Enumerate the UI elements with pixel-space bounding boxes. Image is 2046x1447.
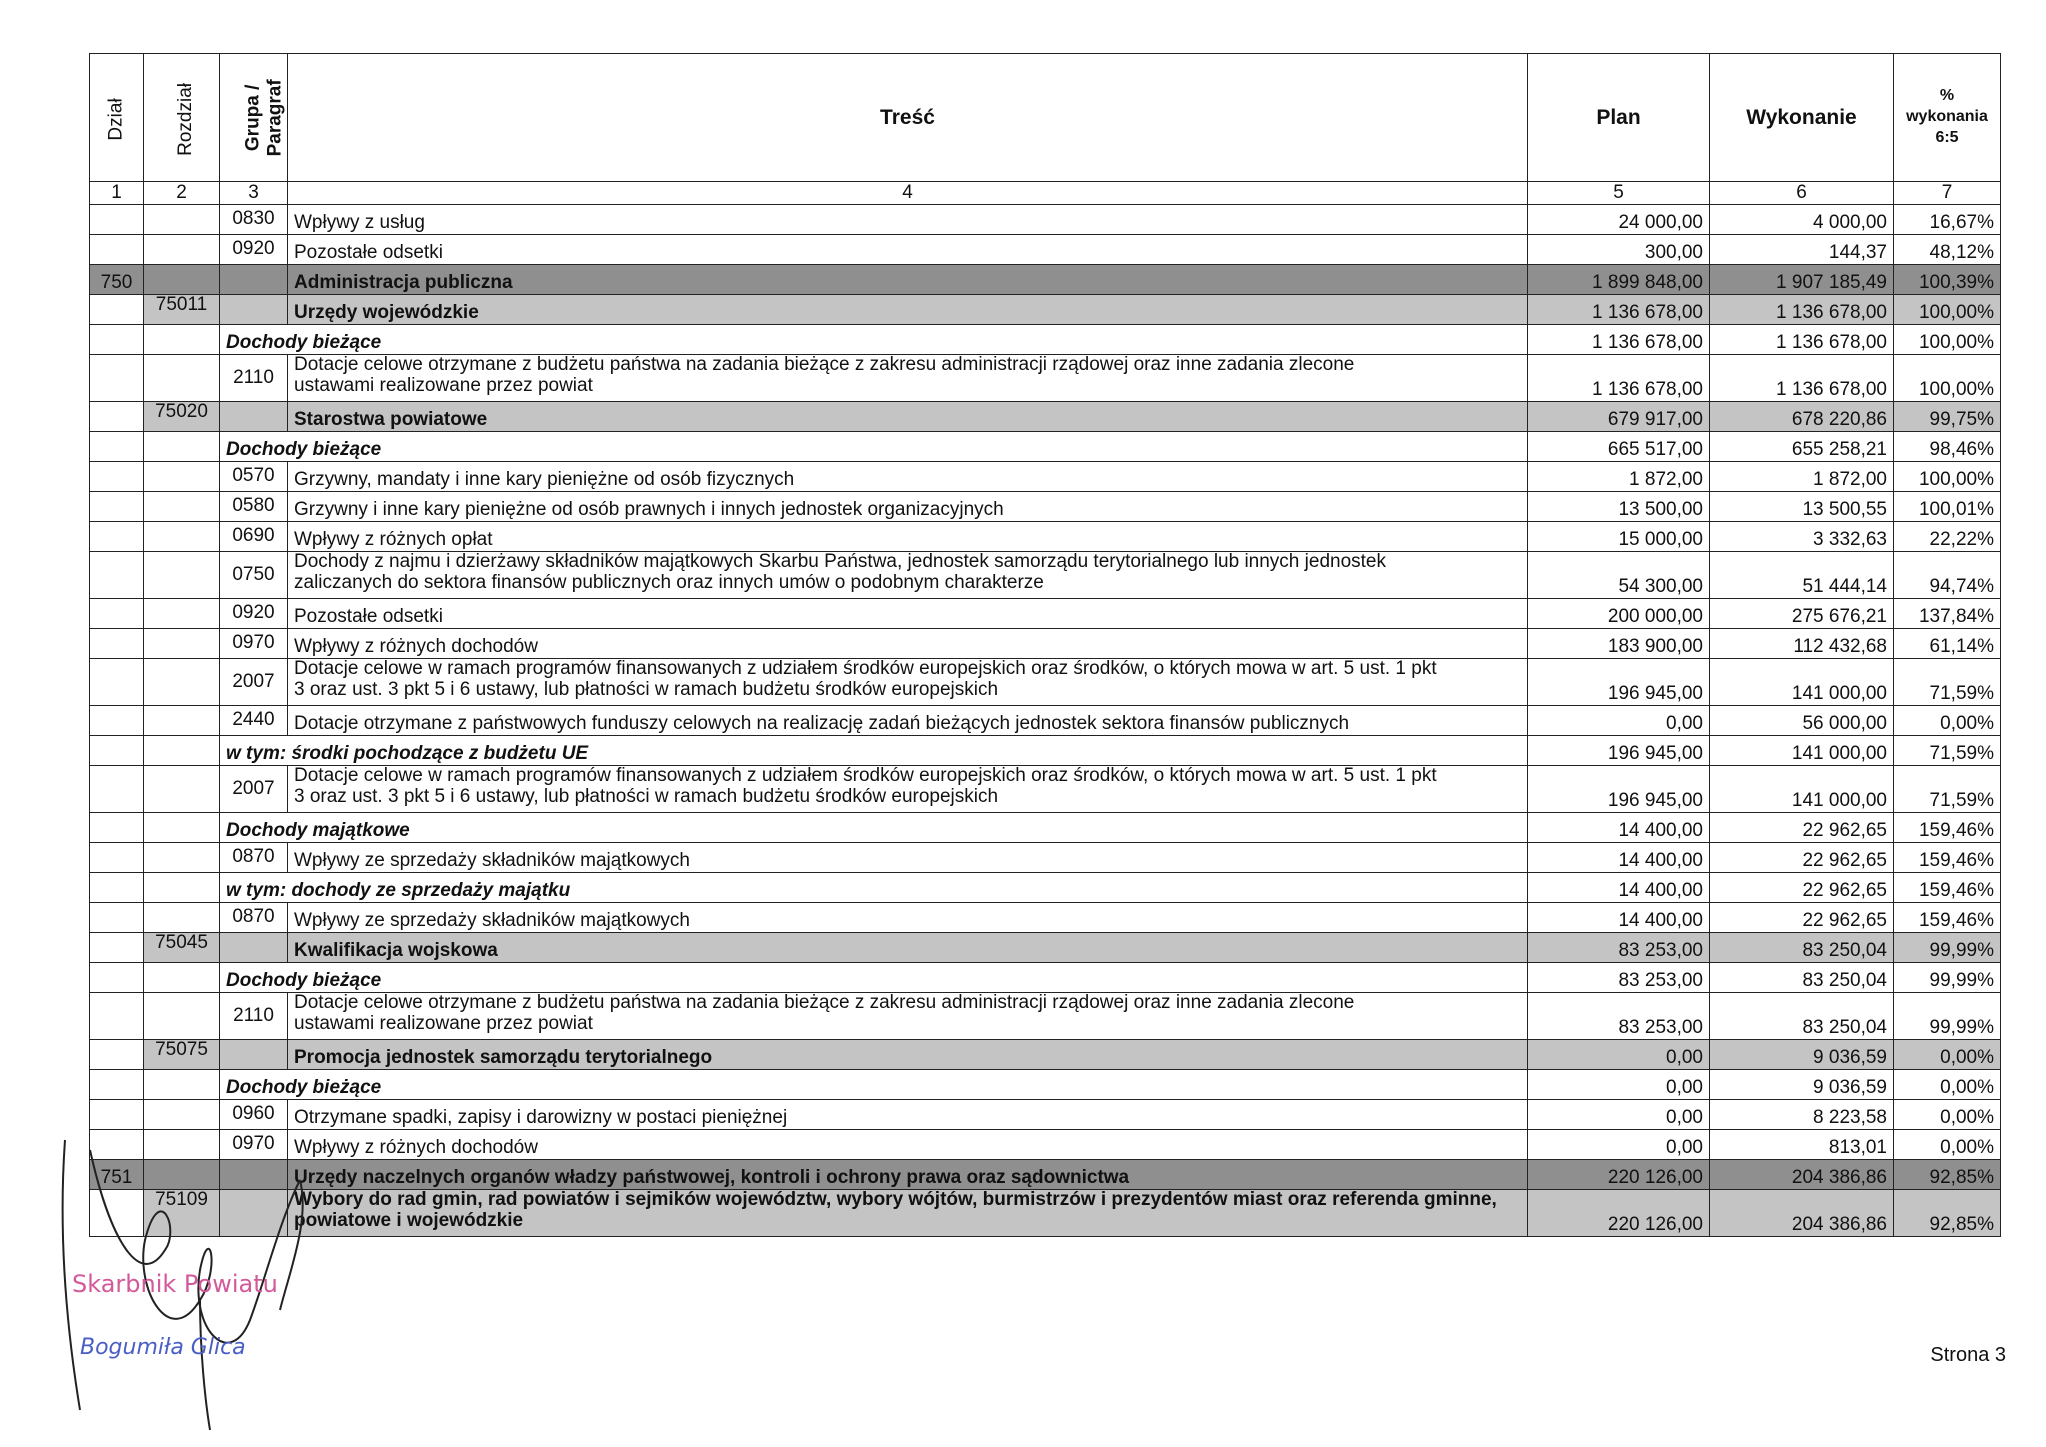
rozdzial-code-cell: 75020 bbox=[144, 402, 220, 432]
table-row bbox=[90, 813, 2001, 843]
plan-cell: 0,00 bbox=[1528, 706, 1710, 736]
wykonanie-cell: 112 432,68 bbox=[1710, 629, 1894, 659]
column-numbers-row bbox=[90, 182, 2001, 205]
plan-cell: 24 000,00 bbox=[1528, 205, 1710, 235]
paragraf-cell: 2007 bbox=[220, 766, 288, 813]
plan-cell: 200 000,00 bbox=[1528, 599, 1710, 629]
wykonanie-cell: 1 136 678,00 bbox=[1710, 325, 1894, 355]
rozdzial-cell bbox=[144, 766, 220, 813]
percent-cell: 100,39% bbox=[1894, 265, 2001, 295]
dzial-cell bbox=[90, 235, 144, 265]
wykonanie-cell: 141 000,00 bbox=[1710, 766, 1894, 813]
rozdzial-cell bbox=[144, 1070, 220, 1100]
paragraf-cell bbox=[220, 295, 288, 325]
percent-cell: 99,99% bbox=[1894, 933, 2001, 963]
wykonanie-cell: 141 000,00 bbox=[1710, 736, 1894, 766]
wykonanie-cell: 678 220,86 bbox=[1710, 402, 1894, 432]
paragraf-cell: 2007 bbox=[220, 659, 288, 706]
paragraf-cell: 0920 bbox=[220, 235, 288, 265]
rozdzial-cell bbox=[144, 355, 220, 402]
plan-cell: 13 500,00 bbox=[1528, 492, 1710, 522]
dzial-cell bbox=[90, 813, 144, 843]
wykonanie-cell: 1 136 678,00 bbox=[1710, 355, 1894, 402]
table-row bbox=[90, 295, 2001, 325]
dzial-cell bbox=[90, 629, 144, 659]
table-row bbox=[90, 766, 2001, 813]
description-cell: Starostwa powiatowe bbox=[288, 402, 1528, 432]
wykonanie-cell: 9 036,59 bbox=[1710, 1070, 1894, 1100]
dzial-cell bbox=[90, 462, 144, 492]
wykonanie-cell: 51 444,14 bbox=[1710, 552, 1894, 599]
plan-cell: 83 253,00 bbox=[1528, 993, 1710, 1040]
plan-cell: 196 945,00 bbox=[1528, 736, 1710, 766]
table-row bbox=[90, 235, 2001, 265]
table-row bbox=[90, 843, 2001, 873]
percent-cell: 159,46% bbox=[1894, 873, 2001, 903]
percent-cell: 16,67% bbox=[1894, 205, 2001, 235]
description-cell: Grzywny, mandaty i inne kary pieniężne od osób fizycznych bbox=[288, 462, 1528, 492]
col-number: 1 bbox=[90, 182, 144, 205]
section-label-cell: w tym: dochody ze sprzedaży majątku bbox=[220, 873, 1528, 903]
dzial-cell bbox=[90, 492, 144, 522]
paragraf-cell: 0960 bbox=[220, 1100, 288, 1130]
rozdzial-cell bbox=[144, 325, 220, 355]
percent-cell: 0,00% bbox=[1894, 1100, 2001, 1130]
header-grupa-paragraf: Grupa / Paragraf bbox=[220, 54, 288, 182]
rozdzial-cell bbox=[144, 552, 220, 599]
plan-cell: 14 400,00 bbox=[1528, 903, 1710, 933]
rozdzial-code-cell: 75045 bbox=[144, 933, 220, 963]
paragraf-cell: 2440 bbox=[220, 706, 288, 736]
wykonanie-cell: 204 386,86 bbox=[1710, 1190, 1894, 1237]
table-row bbox=[90, 402, 2001, 432]
description-cell: Wpływy z usług bbox=[288, 205, 1528, 235]
col-number: 6 bbox=[1710, 182, 1894, 205]
rozdzial-cell bbox=[144, 629, 220, 659]
section-label-cell: Dochody majątkowe bbox=[220, 813, 1528, 843]
wykonanie-cell: 144,37 bbox=[1710, 235, 1894, 265]
percent-cell: 0,00% bbox=[1894, 1070, 2001, 1100]
header-tresc: Treść bbox=[288, 54, 1528, 182]
percent-cell: 0,00% bbox=[1894, 1130, 2001, 1160]
dzial-cell bbox=[90, 432, 144, 462]
percent-cell: 71,59% bbox=[1894, 766, 2001, 813]
paragraf-cell: 0870 bbox=[220, 903, 288, 933]
paragraf-cell: 0970 bbox=[220, 629, 288, 659]
table-row bbox=[90, 432, 2001, 462]
rozdzial-cell bbox=[144, 462, 220, 492]
wykonanie-cell: 83 250,04 bbox=[1710, 963, 1894, 993]
paragraf-cell bbox=[220, 1040, 288, 1070]
percent-cell: 92,85% bbox=[1894, 1190, 2001, 1237]
description-cell: Otrzymane spadki, zapisy i darowizny w postaci pieniężnej bbox=[288, 1100, 1528, 1130]
paragraf-cell: 0570 bbox=[220, 462, 288, 492]
table-row bbox=[90, 492, 2001, 522]
percent-cell: 159,46% bbox=[1894, 903, 2001, 933]
table-row bbox=[90, 462, 2001, 492]
rozdzial-cell bbox=[144, 522, 220, 552]
table-row bbox=[90, 1040, 2001, 1070]
header-percent: % wykonania 6:5 bbox=[1894, 54, 2001, 182]
dzial-cell bbox=[90, 963, 144, 993]
wykonanie-cell: 83 250,04 bbox=[1710, 933, 1894, 963]
paragraf-cell: 0690 bbox=[220, 522, 288, 552]
description-cell: Urzędy naczelnych organów władzy państwowej, kontroli i ochrony prawa oraz sądownictwa bbox=[288, 1160, 1528, 1190]
header-plan: Plan bbox=[1528, 54, 1710, 182]
signature-stamp bbox=[50, 1120, 380, 1440]
paragraf-cell: 0580 bbox=[220, 492, 288, 522]
dzial-cell bbox=[90, 903, 144, 933]
table-row bbox=[90, 993, 2001, 1040]
description-cell: Wpływy ze sprzedaży składników majątkowych bbox=[288, 843, 1528, 873]
description-cell: Urzędy wojewódzkie bbox=[288, 295, 1528, 325]
paragraf-cell: 0920 bbox=[220, 599, 288, 629]
dzial-cell bbox=[90, 522, 144, 552]
dzial-cell bbox=[90, 993, 144, 1040]
description-cell: Pozostałe odsetki bbox=[288, 235, 1528, 265]
rozdzial-cell bbox=[144, 736, 220, 766]
wykonanie-cell: 204 386,86 bbox=[1710, 1160, 1894, 1190]
percent-cell: 159,46% bbox=[1894, 843, 2001, 873]
description-cell: Wybory do rad gmin, rad powiatów i sejmików województw, wybory wójtów, burmistrzów i prezydentów miast oraz referenda gminne, powiatowe i wojewódzkie bbox=[288, 1190, 1528, 1237]
dzial-cell bbox=[90, 325, 144, 355]
description-cell: Dochody z najmu i dzierżawy składników majątkowych Skarbu Państwa, jednostek samorządu terytorialnego lub innych jednostek zaliczanych do sektora finansów publicznych oraz innych umów o podobnym charakterze bbox=[288, 552, 1528, 599]
description-cell: Promocja jednostek samorządu terytorialnego bbox=[288, 1040, 1528, 1070]
percent-cell: 94,74% bbox=[1894, 552, 2001, 599]
wykonanie-cell: 9 036,59 bbox=[1710, 1040, 1894, 1070]
percent-cell: 71,59% bbox=[1894, 736, 2001, 766]
plan-cell: 1 872,00 bbox=[1528, 462, 1710, 492]
rozdzial-cell bbox=[144, 432, 220, 462]
section-label-cell: Dochody bieżące bbox=[220, 325, 1528, 355]
wykonanie-cell: 22 962,65 bbox=[1710, 843, 1894, 873]
paragraf-cell: 0750 bbox=[220, 552, 288, 599]
rozdzial-cell bbox=[144, 659, 220, 706]
wykonanie-cell: 83 250,04 bbox=[1710, 993, 1894, 1040]
plan-cell: 0,00 bbox=[1528, 1040, 1710, 1070]
table-row bbox=[90, 599, 2001, 629]
dzial-cell bbox=[90, 552, 144, 599]
plan-cell: 300,00 bbox=[1528, 235, 1710, 265]
paragraf-cell: 2110 bbox=[220, 355, 288, 402]
description-cell: Wpływy z różnych opłat bbox=[288, 522, 1528, 552]
dzial-cell bbox=[90, 1040, 144, 1070]
table-row bbox=[90, 736, 2001, 766]
plan-cell: 1 136 678,00 bbox=[1528, 295, 1710, 325]
wykonanie-cell: 275 676,21 bbox=[1710, 599, 1894, 629]
description-cell: Dotacje otrzymane z państwowych funduszy celowych na realizację zadań bieżących jednostek sektora finansów publicznych bbox=[288, 706, 1528, 736]
description-cell: Dotacje celowe otrzymane z budżetu państwa na zadania bieżące z zakresu administracji rządowej oraz inne zadania zlecone ustawami realizowane przez powiat bbox=[288, 993, 1528, 1040]
rozdzial-cell bbox=[144, 903, 220, 933]
section-label-cell: Dochody bieżące bbox=[220, 963, 1528, 993]
dzial-cell bbox=[90, 736, 144, 766]
dzial-cell bbox=[90, 706, 144, 736]
percent-cell: 0,00% bbox=[1894, 1040, 2001, 1070]
plan-cell: 0,00 bbox=[1528, 1130, 1710, 1160]
rozdzial-cell bbox=[144, 706, 220, 736]
table-row bbox=[90, 706, 2001, 736]
dzial-cell bbox=[90, 843, 144, 873]
percent-cell: 98,46% bbox=[1894, 432, 2001, 462]
plan-cell: 14 400,00 bbox=[1528, 873, 1710, 903]
rozdzial-cell bbox=[144, 813, 220, 843]
rozdzial-code-cell: 75075 bbox=[144, 1040, 220, 1070]
percent-cell: 99,99% bbox=[1894, 993, 2001, 1040]
table-row bbox=[90, 325, 2001, 355]
rozdzial-code-cell: 75011 bbox=[144, 295, 220, 325]
table-row bbox=[90, 205, 2001, 235]
plan-cell: 679 917,00 bbox=[1528, 402, 1710, 432]
description-cell: Wpływy z różnych dochodów bbox=[288, 629, 1528, 659]
percent-cell: 99,75% bbox=[1894, 402, 2001, 432]
paragraf-cell: 0970 bbox=[220, 1130, 288, 1160]
plan-cell: 83 253,00 bbox=[1528, 933, 1710, 963]
wykonanie-cell: 8 223,58 bbox=[1710, 1100, 1894, 1130]
dzial-cell bbox=[90, 205, 144, 235]
rozdzial-cell bbox=[144, 265, 220, 295]
table-row bbox=[90, 963, 2001, 993]
plan-cell: 183 900,00 bbox=[1528, 629, 1710, 659]
description-cell: Grzywny i inne kary pieniężne od osób prawnych i innych jednostek organizacyjnych bbox=[288, 492, 1528, 522]
plan-cell: 1 136 678,00 bbox=[1528, 355, 1710, 402]
plan-cell: 196 945,00 bbox=[1528, 766, 1710, 813]
header-wykonanie: Wykonanie bbox=[1710, 54, 1894, 182]
dzial-cell bbox=[90, 599, 144, 629]
rozdzial-code-cell: 75109 bbox=[144, 1190, 220, 1237]
wykonanie-cell: 655 258,21 bbox=[1710, 432, 1894, 462]
dzial-code-cell: 750 bbox=[90, 265, 144, 295]
paragraf-cell: 2110 bbox=[220, 993, 288, 1040]
wykonanie-cell: 56 000,00 bbox=[1710, 706, 1894, 736]
wykonanie-cell: 1 907 185,49 bbox=[1710, 265, 1894, 295]
plan-cell: 15 000,00 bbox=[1528, 522, 1710, 552]
table-row bbox=[90, 355, 2001, 402]
col-number: 3 bbox=[220, 182, 288, 205]
plan-cell: 196 945,00 bbox=[1528, 659, 1710, 706]
wykonanie-cell: 1 136 678,00 bbox=[1710, 295, 1894, 325]
header-dzial: Dział bbox=[90, 54, 144, 182]
dzial-cell bbox=[90, 402, 144, 432]
header-rozdzial: Rozdział bbox=[144, 54, 220, 182]
rozdzial-cell bbox=[144, 235, 220, 265]
table-row bbox=[90, 629, 2001, 659]
paragraf-cell bbox=[220, 933, 288, 963]
description-cell: Pozostałe odsetki bbox=[288, 599, 1528, 629]
percent-cell: 137,84% bbox=[1894, 599, 2001, 629]
percent-cell: 48,12% bbox=[1894, 235, 2001, 265]
col-number: 7 bbox=[1894, 182, 2001, 205]
budget-table bbox=[89, 53, 2001, 1237]
rozdzial-cell bbox=[144, 205, 220, 235]
stamp-name: Bogumiła Glica bbox=[80, 1335, 246, 1360]
table-row bbox=[90, 552, 2001, 599]
dzial-cell bbox=[90, 873, 144, 903]
description-cell: Wpływy ze sprzedaży składników majątkowych bbox=[288, 903, 1528, 933]
table-row bbox=[90, 265, 2001, 295]
dzial-cell bbox=[90, 933, 144, 963]
plan-cell: 1 136 678,00 bbox=[1528, 325, 1710, 355]
table-row bbox=[90, 873, 2001, 903]
rozdzial-cell bbox=[144, 873, 220, 903]
wykonanie-cell: 813,01 bbox=[1710, 1130, 1894, 1160]
description-cell: Wpływy z różnych dochodów bbox=[288, 1130, 1528, 1160]
plan-cell: 14 400,00 bbox=[1528, 843, 1710, 873]
description-cell: Dotacje celowe otrzymane z budżetu państwa na zadania bieżące z zakresu administracji rządowej oraz inne zadania zlecone ustawami realizowane przez powiat bbox=[288, 355, 1528, 402]
percent-cell: 99,99% bbox=[1894, 963, 2001, 993]
description-cell: Dotacje celowe w ramach programów finansowanych z udziałem środków europejskich oraz środków, o których mowa w art. 5 ust. 1 pkt 3 oraz ust. 3 pkt 5 i 6 ustawy, lub płatności w ramach budżetu środków europejskich bbox=[288, 766, 1528, 813]
plan-cell: 54 300,00 bbox=[1528, 552, 1710, 599]
wykonanie-cell: 1 872,00 bbox=[1710, 462, 1894, 492]
dzial-cell bbox=[90, 659, 144, 706]
wykonanie-cell: 22 962,65 bbox=[1710, 873, 1894, 903]
percent-cell: 159,46% bbox=[1894, 813, 2001, 843]
dzial-cell bbox=[90, 766, 144, 813]
col-number: 5 bbox=[1528, 182, 1710, 205]
description-cell: Administracja publiczna bbox=[288, 265, 1528, 295]
plan-cell: 665 517,00 bbox=[1528, 432, 1710, 462]
section-label-cell: Dochody bieżące bbox=[220, 1070, 1528, 1100]
description-cell: Kwalifikacja wojskowa bbox=[288, 933, 1528, 963]
col-number: 4 bbox=[288, 182, 1528, 205]
wykonanie-cell: 13 500,55 bbox=[1710, 492, 1894, 522]
rozdzial-cell bbox=[144, 993, 220, 1040]
rozdzial-cell bbox=[144, 843, 220, 873]
percent-cell: 100,01% bbox=[1894, 492, 2001, 522]
paragraf-cell bbox=[220, 265, 288, 295]
percent-cell: 0,00% bbox=[1894, 706, 2001, 736]
percent-cell: 22,22% bbox=[1894, 522, 2001, 552]
dzial-cell bbox=[90, 295, 144, 325]
description-cell: Dotacje celowe w ramach programów finansowanych z udziałem środków europejskich oraz środków, o których mowa w art. 5 ust. 1 pkt 3 oraz ust. 3 pkt 5 i 6 ustawy, lub płatności w ramach budżetu środków europejskich bbox=[288, 659, 1528, 706]
wykonanie-cell: 141 000,00 bbox=[1710, 659, 1894, 706]
percent-cell: 92,85% bbox=[1894, 1160, 2001, 1190]
plan-cell: 83 253,00 bbox=[1528, 963, 1710, 993]
wykonanie-cell: 22 962,65 bbox=[1710, 903, 1894, 933]
wykonanie-cell: 4 000,00 bbox=[1710, 205, 1894, 235]
percent-cell: 100,00% bbox=[1894, 295, 2001, 325]
rozdzial-cell bbox=[144, 963, 220, 993]
percent-cell: 100,00% bbox=[1894, 462, 2001, 492]
plan-cell: 0,00 bbox=[1528, 1100, 1710, 1130]
stamp-title: Skarbnik Powiatu bbox=[72, 1270, 278, 1298]
plan-cell: 0,00 bbox=[1528, 1070, 1710, 1100]
percent-cell: 100,00% bbox=[1894, 355, 2001, 402]
table-row bbox=[90, 522, 2001, 552]
plan-cell: 220 126,00 bbox=[1528, 1190, 1710, 1237]
percent-cell: 71,59% bbox=[1894, 659, 2001, 706]
dzial-code-cell: 751 bbox=[90, 1160, 144, 1190]
plan-cell: 220 126,00 bbox=[1528, 1160, 1710, 1190]
table-row bbox=[90, 1070, 2001, 1100]
section-label-cell: Dochody bieżące bbox=[220, 432, 1528, 462]
page-number: Strona 3 bbox=[1930, 1344, 2006, 1366]
wykonanie-cell: 3 332,63 bbox=[1710, 522, 1894, 552]
dzial-cell bbox=[90, 355, 144, 402]
col-number: 2 bbox=[144, 182, 220, 205]
table-row bbox=[90, 659, 2001, 706]
plan-cell: 1 899 848,00 bbox=[1528, 265, 1710, 295]
wykonanie-cell: 22 962,65 bbox=[1710, 813, 1894, 843]
section-label-cell: w tym: środki pochodzące z budżetu UE bbox=[220, 736, 1528, 766]
rozdzial-cell bbox=[144, 492, 220, 522]
plan-cell: 14 400,00 bbox=[1528, 813, 1710, 843]
paragraf-cell: 0830 bbox=[220, 205, 288, 235]
table-row bbox=[90, 933, 2001, 963]
paragraf-cell: 0870 bbox=[220, 843, 288, 873]
percent-cell: 61,14% bbox=[1894, 629, 2001, 659]
percent-cell: 100,00% bbox=[1894, 325, 2001, 355]
table-row bbox=[90, 903, 2001, 933]
paragraf-cell bbox=[220, 402, 288, 432]
rozdzial-cell bbox=[144, 599, 220, 629]
dzial-cell bbox=[90, 1070, 144, 1100]
